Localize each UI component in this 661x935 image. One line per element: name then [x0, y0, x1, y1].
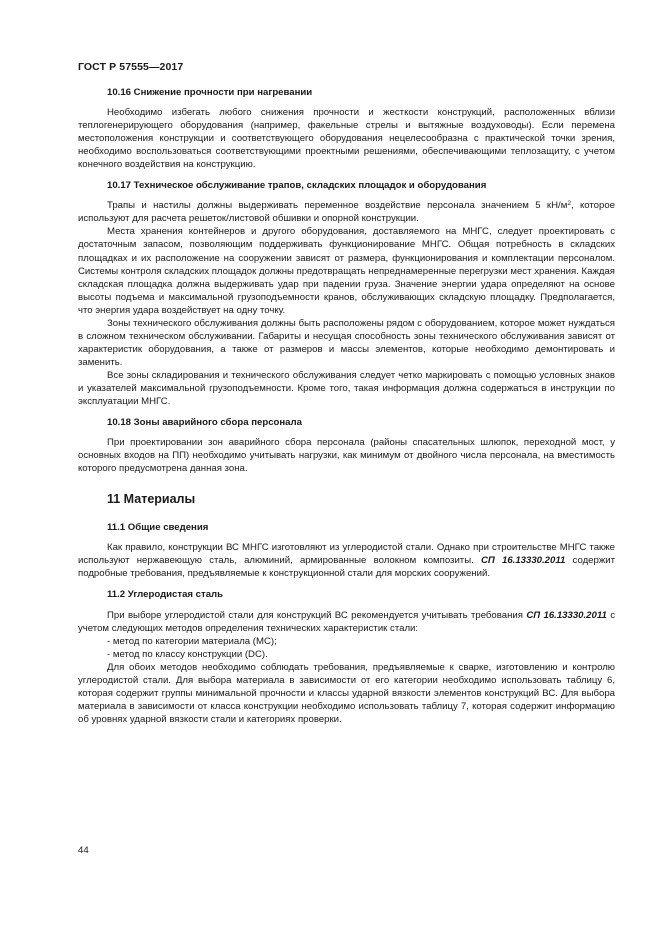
standard-reference: СП 16.13330.2011	[480, 555, 566, 567]
section-11-2-paragraph-1	[78, 609, 615, 635]
section-10-17-paragraph-4: Все зоны складирования и технического обслуживания следует четко маркировать с помощью условных знаков и указателей максимальной грузоподъемности. Кроме того, такая информация должна содержаться в инструкции по эксплуатации МНГС.	[78, 369, 615, 408]
paragraph-text: , которое используют для расчета решеток/листовой обшивки и опорной конструкции.	[78, 200, 616, 225]
paragraph-text: Как правило, конструкции ВС МНГС изготовляют из углеродистой стали. Однако при строительстве МНГС также используют нержавеющую сталь, алюминий, армированные волокном композиты.	[78, 542, 615, 567]
list-item-method-mc: - метод по категории материала (МС);	[107, 635, 277, 647]
paragraph-text: с учетом следующих методов определения технических характеристик стали:	[78, 609, 615, 634]
document-body	[78, 86, 615, 726]
page-number: 44	[78, 845, 89, 856]
section-10-17-paragraph-3: Зоны технического обслуживания должны быть расположены рядом с оборудованием, которое может нуждаться в сложном техническом обслуживании. Габариты и несущая способность зоны технического обслуживания зависят от характеристик оборудования, а также от размеров и массы элементов, которые необходимо демонтировать и заменить.	[78, 317, 615, 368]
section-10-17-title: 10.17 Техническое обслуживание трапов, складских площадок и оборудования	[107, 180, 487, 192]
section-10-17-paragraph-2: Места хранения контейнеров и другого оборудования, доставляемого на МНГС, следует проектировать с достаточным запасом, позволяющим поддерживать функционирование МНГС. Общая потребность в складских площадках и их расположение на сооружении зависят от размера, функционирования и комплектации персоналом. Системы контроля складских площадок должны предотвращать непреднамеренные перегрузки мест хранения. Каждая складская площадка должна выдерживать удар при падении груза. Значение энергии удара определяют на основе высоты подъема и максимальной грузоподъемности кранов, обслуживающих складскую площадку. Предполагается, что энергия удара воздействует на одну точку.	[78, 226, 615, 316]
paragraph-text: При выборе углеродистой стали для конструкций ВС рекомендуется учитывать требования	[107, 609, 527, 621]
section-10-16-title: 10.16 Снижение прочности при нагревании	[107, 87, 313, 98]
superscript: 2	[567, 200, 571, 208]
section-11-1-paragraph	[78, 541, 615, 580]
standard-reference: СП 16.13330.2011	[526, 609, 607, 621]
list-item-method-dc: - метод по классу конструкции (DC).	[107, 648, 268, 660]
section-10-16-paragraph: Необходимо избегать любого снижения прочности и жесткости конструкций, расположенных вблизи теплогенерирующего оборудования (например, факельные стрелы и вытяжные воздуховоды). Если перемена местоположения конструкции и соответствующего оборудования нецелесообразна с практической точки зрения, необходимо воспользоваться соответствующими проектными решениями, обеспечивающими теплозащиту, с учетом конечного воздействия на конструкцию.	[78, 107, 615, 171]
section-11-1-title: 11.1 Общие сведения	[107, 522, 209, 534]
section-10-18-paragraph: При проектировании зон аварийного сбора персонала (районы спасательных шлюпок, переходной мост, у основных входов на ПП) необходимо учитывать нагрузки, как минимум от двойного числа персонала, на вместимость которого предусмотрена данная зона.	[78, 437, 615, 475]
paragraph-text: содержит подробные требования, предъявляемые к конструкционной стали для морских сооружений.	[78, 555, 616, 580]
section-11-2-title: 11.2 Углеродистая сталь	[107, 589, 224, 601]
standard-header: ГОСТ Р 57555—2017	[78, 61, 184, 73]
section-10-17-paragraph-1	[78, 199, 615, 225]
section-11-2-paragraph-2: Для обоих методов необходимо соблюдать требования, предъявляемые к сварке, изготовлению и контролю углеродистой стали. Для выбора материала в зависимости от его категории необходимо использовать таблицу 6, которая содержит группы минимальной прочности и классы ударной вязкости элементов конструкций ВС. Для выбора материала в зависимости от класса конструкции необходимо использовать таблицу 7, которая содержит информацию об уровнях ударной вязкости стали и категориях проверки.	[78, 661, 615, 725]
section-10-18-title: 10.18 Зоны аварийного сбора персонала	[107, 417, 302, 429]
chapter-11-title: 11 Материалы	[107, 492, 196, 507]
paragraph-text: Трапы и настилы должны выдерживать переменное воздействие персонала значением 5 кН/м	[107, 200, 568, 212]
